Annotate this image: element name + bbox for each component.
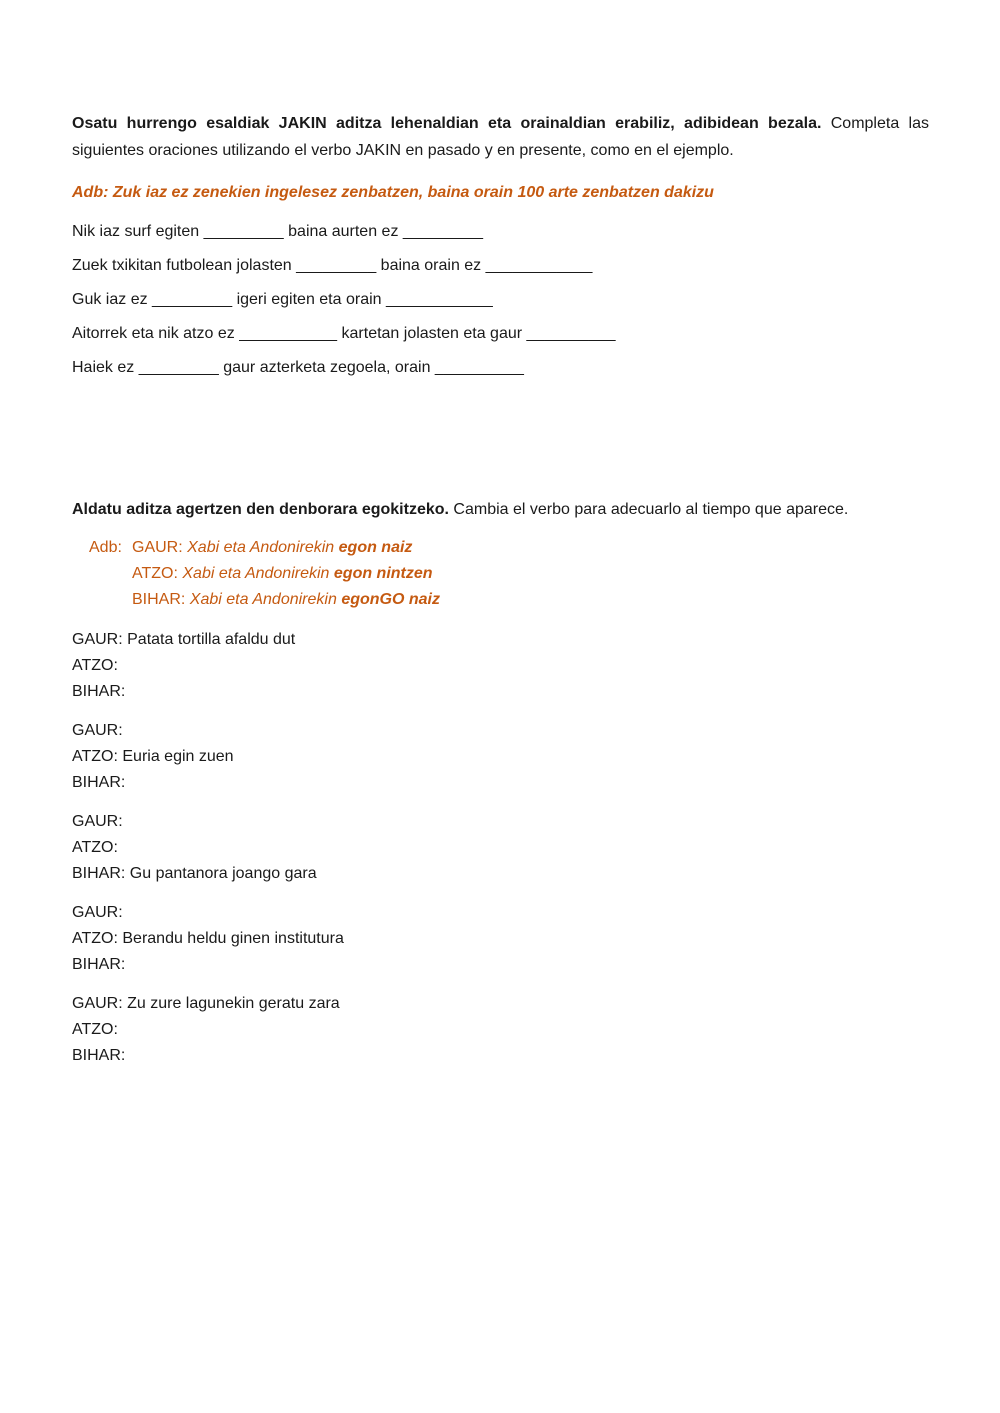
group-line: ATZO:: [72, 657, 118, 674]
exercise-list-1: [72, 215, 929, 385]
instruction-2-normal: Cambia el verbo para adecuarlo al tiempo que aparece.: [453, 501, 849, 518]
group-line: ATZO: Euria egin zuen: [72, 748, 234, 765]
section-jakin: [72, 110, 929, 385]
exercise-group: [72, 809, 929, 887]
group-line: GAUR:: [72, 904, 123, 921]
group-line: ATZO:: [72, 1021, 118, 1038]
exercise-line: Guk iaz ez _________ igeri egiten eta orain ____________: [72, 291, 493, 308]
exercise-group: [72, 627, 929, 705]
group-line: BIHAR: Gu pantanora joango gara: [72, 865, 317, 882]
group-line: ATZO:: [72, 839, 118, 856]
exercise-group: [72, 991, 929, 1069]
instruction-2-bold: Aldatu aditza agertzen den denborara egokitzeko.: [72, 501, 449, 518]
group-line: BIHAR:: [72, 1047, 126, 1064]
group-line: ATZO: Berandu heldu ginen institutura: [72, 930, 344, 947]
instruction-2: [72, 496, 929, 523]
group-line: BIHAR:: [72, 774, 126, 791]
group-line: BIHAR:: [72, 683, 126, 700]
exercise-line: Haiek ez _________ gaur azterketa zegoela, orain __________: [72, 359, 524, 376]
tense-example-row: Adb: GAUR: Xabi eta Andonirekin egon naiz: [89, 535, 929, 561]
tense-example-row: ATZO: Xabi eta Andonirekin egon nintzen: [132, 565, 433, 582]
exercise-group: [72, 900, 929, 978]
example-sentence: Adb: Zuk iaz ez zenekien ingelesez zenbatzen, baina orain 100 arte zenbatzen dakizu: [72, 184, 714, 201]
instruction-1: [72, 110, 929, 164]
group-line: GAUR:: [72, 722, 123, 739]
tense-example-row: BIHAR: Xabi eta Andonirekin egonGO naiz: [132, 591, 440, 608]
example-label: Adb:: [89, 539, 122, 556]
instruction-1-normal: Completa las siguientes oraciones utilizando el verbo JAKIN en pasado y en presente, como en el ejemplo.: [72, 115, 930, 159]
exercise-group: [72, 718, 929, 796]
exercise-line: Aitorrek eta nik atzo ez ___________ kartetan jolasten eta gaur __________: [72, 325, 616, 342]
group-line: BIHAR:: [72, 956, 126, 973]
instruction-1-bold: Osatu hurrengo esaldiak JAKIN aditza lehenaldian eta orainaldian erabiliz, adibidean bezala.: [72, 115, 822, 132]
exercise-groups: [72, 627, 929, 1069]
group-line: GAUR: Zu zure lagunekin geratu zara: [72, 995, 340, 1012]
exercise-line: Nik iaz surf egiten _________ baina aurten ez _________: [72, 223, 483, 240]
exercise-line: Zuek txikitan futbolean jolasten _________ baina orain ez ____________: [72, 257, 593, 274]
tense-example: [89, 535, 929, 613]
group-line: GAUR: Patata tortilla afaldu dut: [72, 631, 296, 648]
section-tenses: [72, 496, 929, 1082]
group-line: GAUR:: [72, 813, 123, 830]
